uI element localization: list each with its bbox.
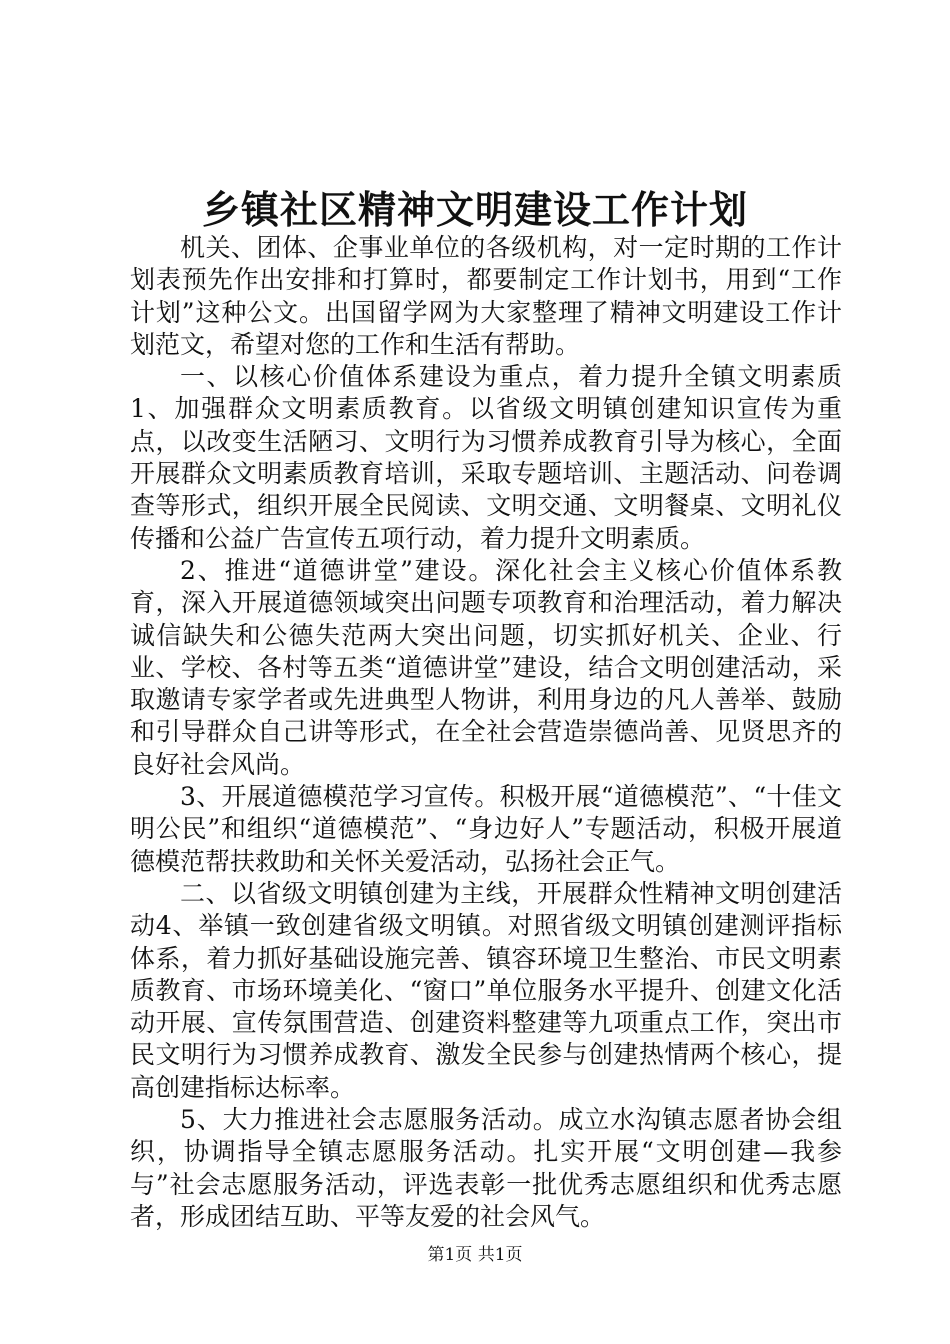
document-body [130,232,842,1233]
paragraph-item-three: 3、开展道德模范学习宣传。积极开展“道德模范”、“十佳文明公民”和组织“道德模范”、“身边好人”专题活动，积极开展道德模范帮扶救助和关怀关爱活动，弘扬社会正气。 [130,782,842,876]
document-title: 乡镇社区精神文明建设工作计划 [201,187,748,232]
paragraph-section-two: 二、以省级文明镇创建为主线，开展群众性精神文明创建活动4、举镇一致创建省级文明镇。对照省级文明镇创建测评指标体系，着力抓好基础设施完善、镇容环境卫生整治、市民文明素质教育、市场环境美化、“窗口”单位服务水平提升、创建文化活动开展、宣传氛围营造、创建资料整建等九项重点工作，突出市民文明行为习惯养成教育、激发全民参与创建热情两个核心，提高创建指标达标率。 [130,878,842,1102]
page-footer: 第1页 共1页 [427,1245,523,1265]
paragraph-intro: 机关、团体、企事业单位的各级机构，对一定时期的工作计划表预先作出安排和打算时，都要制定工作计划书，用到“工作计划”这种公文。出国留学网为大家整理了精神文明建设工作计划范文，希望对您的工作和生活有帮助。 [130,233,842,359]
paragraph-section-one: 一、以核心价值体系建设为重点，着力提升全镇文明素质1、加强群众文明素质教育。以省级文明镇创建知识宣传为重点，以改变生活陋习、文明行为习惯养成教育引导为核心，全面开展群众文明素质教育培训，采取专题培训、主题活动、问卷调查等形式，组织开展全民阅读、文明交通、文明餐桌、文明礼仪传播和公益广告宣传五项行动，着力提升文明素质。 [130,362,842,553]
paragraph-item-five: 5、大力推进社会志愿服务活动。成立水沟镇志愿者协会组织，协调指导全镇志愿服务活动。扎实开展“文明创建—我参与”社会志愿服务活动，评选表彰一批优秀志愿组织和优秀志愿者，形成团结互助、平等友爱的社会风气。 [130,1105,842,1231]
paragraph-item-two: 2、推进“道德讲堂”建设。深化社会主义核心价值体系教育，深入开展道德领域突出问题专项教育和治理活动，着力解决诚信缺失和公德失范两大突出问题，切实抓好机关、企业、行业、学校、各村等五类“道德讲堂”建设，结合文明创建活动，采取邀请专家学者或先进典型人物讲，利用身边的凡人善举、鼓励和引导群众自己讲等形式，在全社会营造崇德尚善、见贤思齐的良好社会风尚。 [130,555,842,779]
